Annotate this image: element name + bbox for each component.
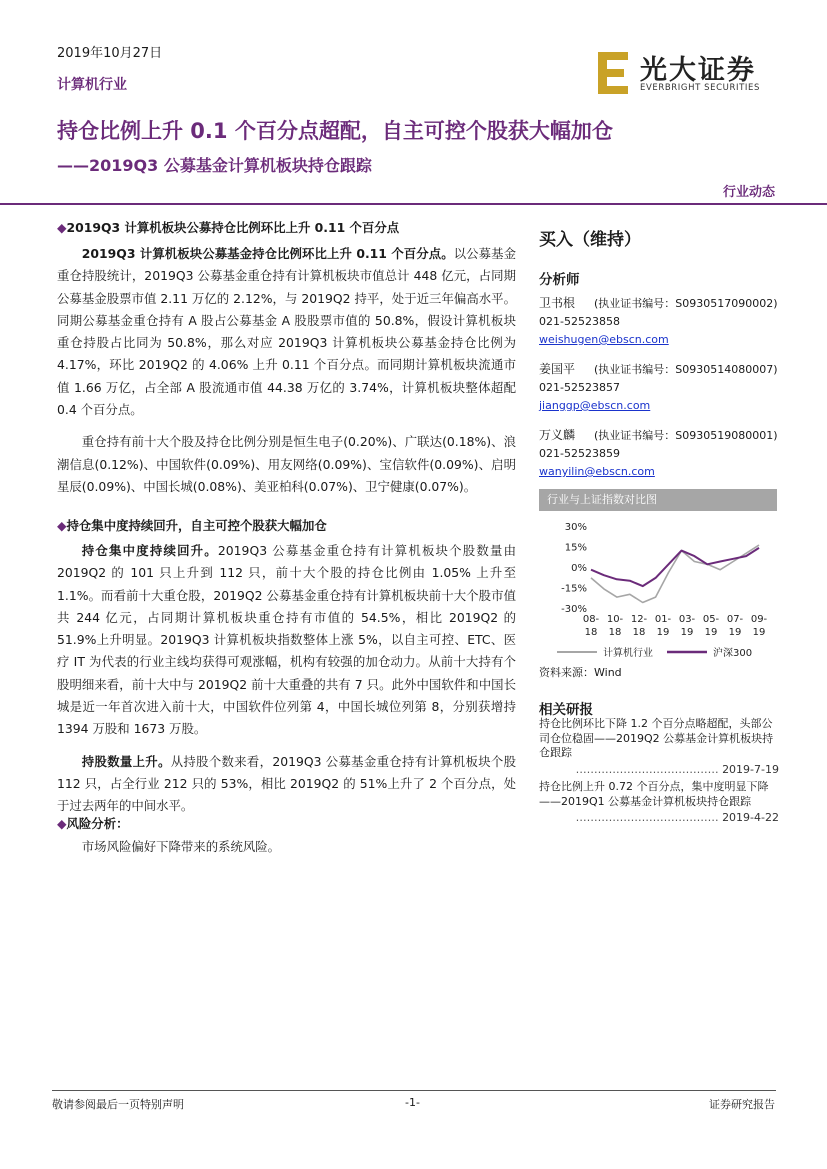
y-tick-label: 30% [564, 522, 587, 533]
x-tick-label: 19 [728, 627, 742, 638]
related-report[interactable]: 持仓比例上升 0.72 个百分点，集中度明显下降——2019Q1 公募基金计算机板块持仓跟踪 ………………………………… 2019-4-22 [539, 780, 779, 824]
analyst-email[interactable]: weishugen@ebscn.com [539, 333, 669, 346]
y-tick-label: -15% [561, 583, 587, 595]
related-report[interactable]: 持仓比例环比下降 1.2 个百分点略超配，头部公司仓位稳固——2019Q2 公募基金计算机板块持仓跟踪 ………………………………… 2019-7-19 [539, 717, 779, 776]
y-tick-label: -30% [561, 604, 587, 615]
footer-report-label: 证券研究报告 [709, 1098, 775, 1111]
x-tick-label: 18 [632, 627, 646, 638]
x-tick-label: 18 [584, 627, 598, 638]
page-subtitle: ——2019Q3 公募基金计算机板块持仓跟踪 [57, 156, 372, 175]
y-tick-label: 0% [571, 563, 587, 574]
legend-label-industry: 计算机行业 [603, 648, 653, 659]
x-tick-label: 08- [582, 614, 600, 625]
everbright-logo-icon [596, 50, 636, 96]
x-tick-label: 01- [654, 614, 672, 625]
industry-label: 计算机行业 [57, 77, 127, 93]
analyst-email[interactable]: jianggp@ebscn.com [539, 399, 651, 412]
x-tick-label: 18 [608, 627, 622, 638]
paragraph: 重仓持有前十大个股及持仓比例分别是恒生电子(0.20%)、广联达(0.18%)、浪潮信息(0.12%)、中国软件(0.09%)、用友网络(0.09%)、宝信软件(0.09%)、启明星辰(0.09%)、中国长城(0.08%)、美亚柏科(0.07%)、卫宁健康(0.07%)。 [57, 434, 516, 494]
analyst-heading: 分析师 [539, 272, 580, 288]
analyst-card: 卫书根 (执业证书编号：S0930517090002) 021-52523858 weishugen@ebscn.com [539, 294, 778, 349]
analyst-card: 姜国平 (执业证书编号：S0930514080007) 021-52523857 jianggp@ebscn.com [539, 360, 778, 415]
chart-title: 行业与上证指数对比图 [539, 489, 777, 511]
x-tick-label: 09- [750, 614, 768, 625]
footer-disclaimer: 敬请参阅最后一页特别声明 [52, 1098, 184, 1111]
analyst-email[interactable]: wanyilin@ebscn.com [539, 465, 655, 478]
section-bullet-1: ◆2019Q3 计算机板块公募持仓比例环比上升 0.11 个百分点 [57, 220, 400, 235]
paragraph: 持股数量上升。从持股个数来看，2019Q3 公募基金重仓持有计算机板块个股 112 只，占全行业 212 只的 53%，相比 2019Q2 的 51%上升了 2 个百分点，处于过去两年的中间水平。 [57, 753, 516, 814]
chart-source: 资料来源：Wind [539, 666, 622, 679]
section-body-1 [57, 243, 516, 498]
legend-label-csi300: 沪深300 [713, 648, 753, 659]
section-bullet-2: ◆持仓集中度持续回升，自主可控个股获大幅加仓 [57, 518, 327, 533]
paragraph: 2019Q3 计算机板块公募基金持仓比例环比上升 0.11 个百分点。以公募基金重仓持股统计，2019Q3 公募基金重仓持有计算机板块市值总计 448 亿元，占同期公募基金股票市值 2.11 万亿的 2.12%，与 2019Q2 持平，处于近三年偏高水平。同期公募基金重仓持有 A 股占公募基金 A 股股票市值的 50.8%，假设计算机板块重仓持股占比同为 50.8%，那么对应 2019Q3 计算机板块公募基金持仓比例为 4.17%，环比 2019Q2 的 4.06% 上升 0.11 个百分点。而同期计算机板块流通市值 1.66 万亿，占全部 A 股流通市值 44.38 万亿的 3.74%，计算机板块整体超配 0.4 个百分点。 [57, 246, 517, 418]
y-tick-label: 15% [564, 542, 587, 554]
comparison-chart [539, 514, 777, 662]
x-tick-label: 03- [678, 614, 696, 625]
header-divider [0, 203, 827, 205]
footer-divider [52, 1090, 776, 1091]
logo-text-en: EVERBRIGHT SECURITIES [640, 83, 760, 93]
related-heading: 相关研报 [539, 702, 593, 718]
paragraph: 持仓集中度持续回升。2019Q3 公募基金重仓持有计算机板块个股数量由 2019Q2 的 101 只上升到 112 只，前十大个股的持仓比例由 1.05% 上升至 1.1%。而看前十大重仓股，2019Q2 公募基金重仓持有计算机板块前十大个股市值共 244 亿元，占同期计算机板块重仓持有市值的 54.5%，相比 2019Q2 的 51.9%上升明显。2019Q3 计算机板块指数整体上涨 5%，以自主可控、ETC、医疗 IT 为代表的行业主线均获得可观涨幅，机构有较强的加仓动力。从前十大持有个股明细来看，前十大中与 2019Q2 前十大重叠的共有 7 只。此外中国软件和中国长城是近一年首次进入前十大，中国软件位列第 4，中国长城位列第 8，分别获增持 1394 万股和 1673 万股。 [57, 543, 517, 737]
report-date: 2019年10月27日 [57, 46, 163, 61]
x-tick-label: 19 [656, 627, 670, 638]
x-tick-label: 19 [704, 627, 718, 638]
series-line-industry [591, 545, 759, 602]
x-tick-label: 12- [630, 614, 648, 625]
series-line-csi300 [591, 548, 759, 586]
x-tick-label: 19 [680, 627, 694, 638]
paragraph: 市场风险偏好下降带来的系统风险。 [81, 839, 281, 854]
company-logo [596, 48, 776, 98]
x-tick-label: 10- [606, 614, 624, 625]
analyst-card: 万义麟 (执业证书编号：S0930519080001) 021-52523859 wanyilin@ebscn.com [539, 426, 778, 481]
section-body-2 [57, 540, 516, 818]
rating: 买入（维持） [539, 230, 641, 250]
page-title: 持仓比例上升 0.1 个百分点超配，自主可控个股获大幅加仓 [57, 119, 613, 143]
x-tick-label: 19 [752, 627, 766, 638]
page-number: -1- [405, 1096, 420, 1109]
x-tick-label: 07- [726, 614, 744, 625]
logo-text-cn: 光大证券 [640, 55, 756, 86]
report-type: 行业动态 [722, 185, 775, 200]
section-bullet-3: ◆风险分析： [57, 816, 129, 831]
x-tick-label: 05- [702, 614, 720, 625]
section-body-3 [57, 836, 516, 858]
